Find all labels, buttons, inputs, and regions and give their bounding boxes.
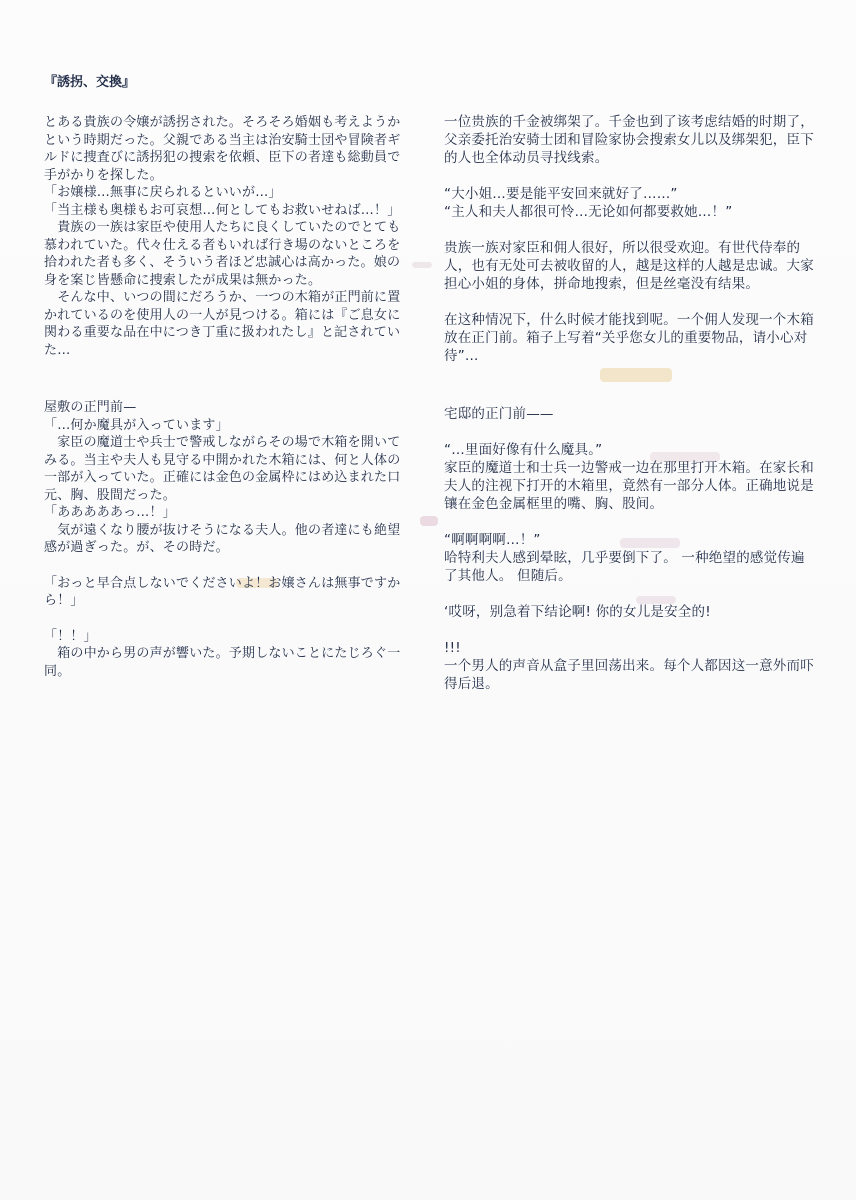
spacer (444, 293, 816, 311)
jp-paragraph: とある貴族の令嬢が誘拐された。そろそろ婚姻も考えようかという時期だった。父親である当主は治安騎士団や冒険者ギルドに捜査びに誘拐犯の捜索を依頼、臣下の者達も総動員で手がかりを探した。 (44, 115, 401, 183)
jp-dialogue: 「あああああっ…！」 (44, 505, 176, 520)
spacer (444, 365, 816, 405)
jp-dialogue: 「！！」 (44, 628, 97, 644)
scan-smudge (412, 262, 432, 268)
scan-smudge (420, 516, 438, 526)
spacer (444, 423, 816, 441)
spacer (444, 621, 816, 639)
spacer (44, 359, 402, 399)
jp-dialogue: 「…何か魔具が入っています」 (44, 417, 229, 433)
zh-dialogue: !!! (444, 640, 461, 656)
zh-paragraph: 贵族一族对家臣和佣人很好，所以很受欢迎。有世代侍奉的人，也有无处可去被收留的人，越是这样的人越是忠诚。大家担心小姐的身体，拼命地搜索，但是丝毫没有结果。 (444, 240, 814, 292)
zh-paragraph: 家臣的魔道士和士兵一边警戒一边在那里打开木箱。在家长和夫人的注视下打开的木箱里，竟然有一部分人体。正确地说是镶在金色金属框里的嘴、胸、股间。 (444, 460, 814, 512)
jp-paragraph: そんな中、いつの間にだろうか、一つの木箱が正門前に置かれているのを使用人の一人が見つける。箱には『ご息女に関わる重要な品在中につき丁重に扱われたし』と記されていた… (44, 290, 401, 358)
jp-dialogue: 「おっと早合点しないでくださいよ！お嬢さんは無事ですから！」 (44, 575, 401, 608)
jp-paragraph: 箱の中から男の声が響いた。予期しないことにたじろぐ一同。 (44, 646, 401, 679)
chinese-column (444, 113, 816, 693)
jp-paragraph: 家臣の魔道士や兵士で警戒しながらその場で木箱を開いてみる。当主や夫人も見守る中開かれた木箱には、何と人体の一部が入っていた。正確には金色の金属枠にはめ込まれた口元、胸、股間だった。 (44, 435, 401, 503)
jp-dialogue: 「お嬢様…無事に戻られるといいが…」 (44, 185, 282, 200)
spacer (444, 513, 816, 531)
zh-paragraph: 一个男人的声音从盒子里回荡出来。每个人都因这一意外而吓得后退。 (444, 658, 814, 692)
zh-dialogue: “大小姐…要是能平安回来就好了……” (444, 186, 678, 202)
spacer (44, 557, 402, 575)
spacer (44, 610, 402, 628)
spacer (444, 585, 816, 603)
zh-paragraph: 一位贵族的千金被绑架了。千金也到了该考虑结婚的时期了，父亲委托治安骑士团和冒险家协会搜索女儿以及绑架犯，臣下的人也全体动员寻找线索。 (444, 114, 814, 166)
zh-scene-heading: 宅邸的正门前—— (444, 406, 554, 422)
jp-scene-heading: 屋敷の正門前— (44, 400, 137, 415)
zh-paragraph: 哈特利夫人感到晕眩，几乎要倒下了。 一种绝望的感觉传遍了其他人。 但随后。 (444, 550, 805, 584)
zh-dialogue: “啊啊啊啊…！” (444, 532, 541, 548)
spacer (444, 221, 816, 239)
spacer (444, 167, 816, 185)
zh-dialogue: “…里面好像有什么魔具。” (444, 442, 603, 458)
story-title: 『誘拐、交換』 (44, 75, 136, 90)
jp-dialogue: 「当主様も奥様もお可哀想…何としてもお救いせねば…！」 (44, 202, 401, 218)
zh-dialogue: ‘哎呀，别急着下结论啊! 你的女儿是安全的! (444, 604, 711, 620)
jp-paragraph: 気が遠くなり腰が抜けそうになる夫人。他の者達にも絶望感が過ぎった。が、その時だ。 (44, 522, 401, 555)
zh-dialogue: “主人和夫人都很可怜…无论如何都要救她…！” (444, 204, 733, 220)
zh-paragraph: 在这种情况下，什么时候才能找到呢。一个佣人发现一个木箱放在正门前。箱子上写着“关乎您女儿的重要物品，请小心对待”… (444, 312, 814, 364)
japanese-column (44, 114, 402, 680)
jp-paragraph: 貴族の一族は家臣や使用人たちに良くしていたのでとても慕われていた。代々仕える者もいれば行き場のないところを拾われた者も多く、そういう者ほど忠誠心は高かった。娘の身を案じ皆懸命に捜索したが成果は無かった。 (44, 220, 401, 288)
